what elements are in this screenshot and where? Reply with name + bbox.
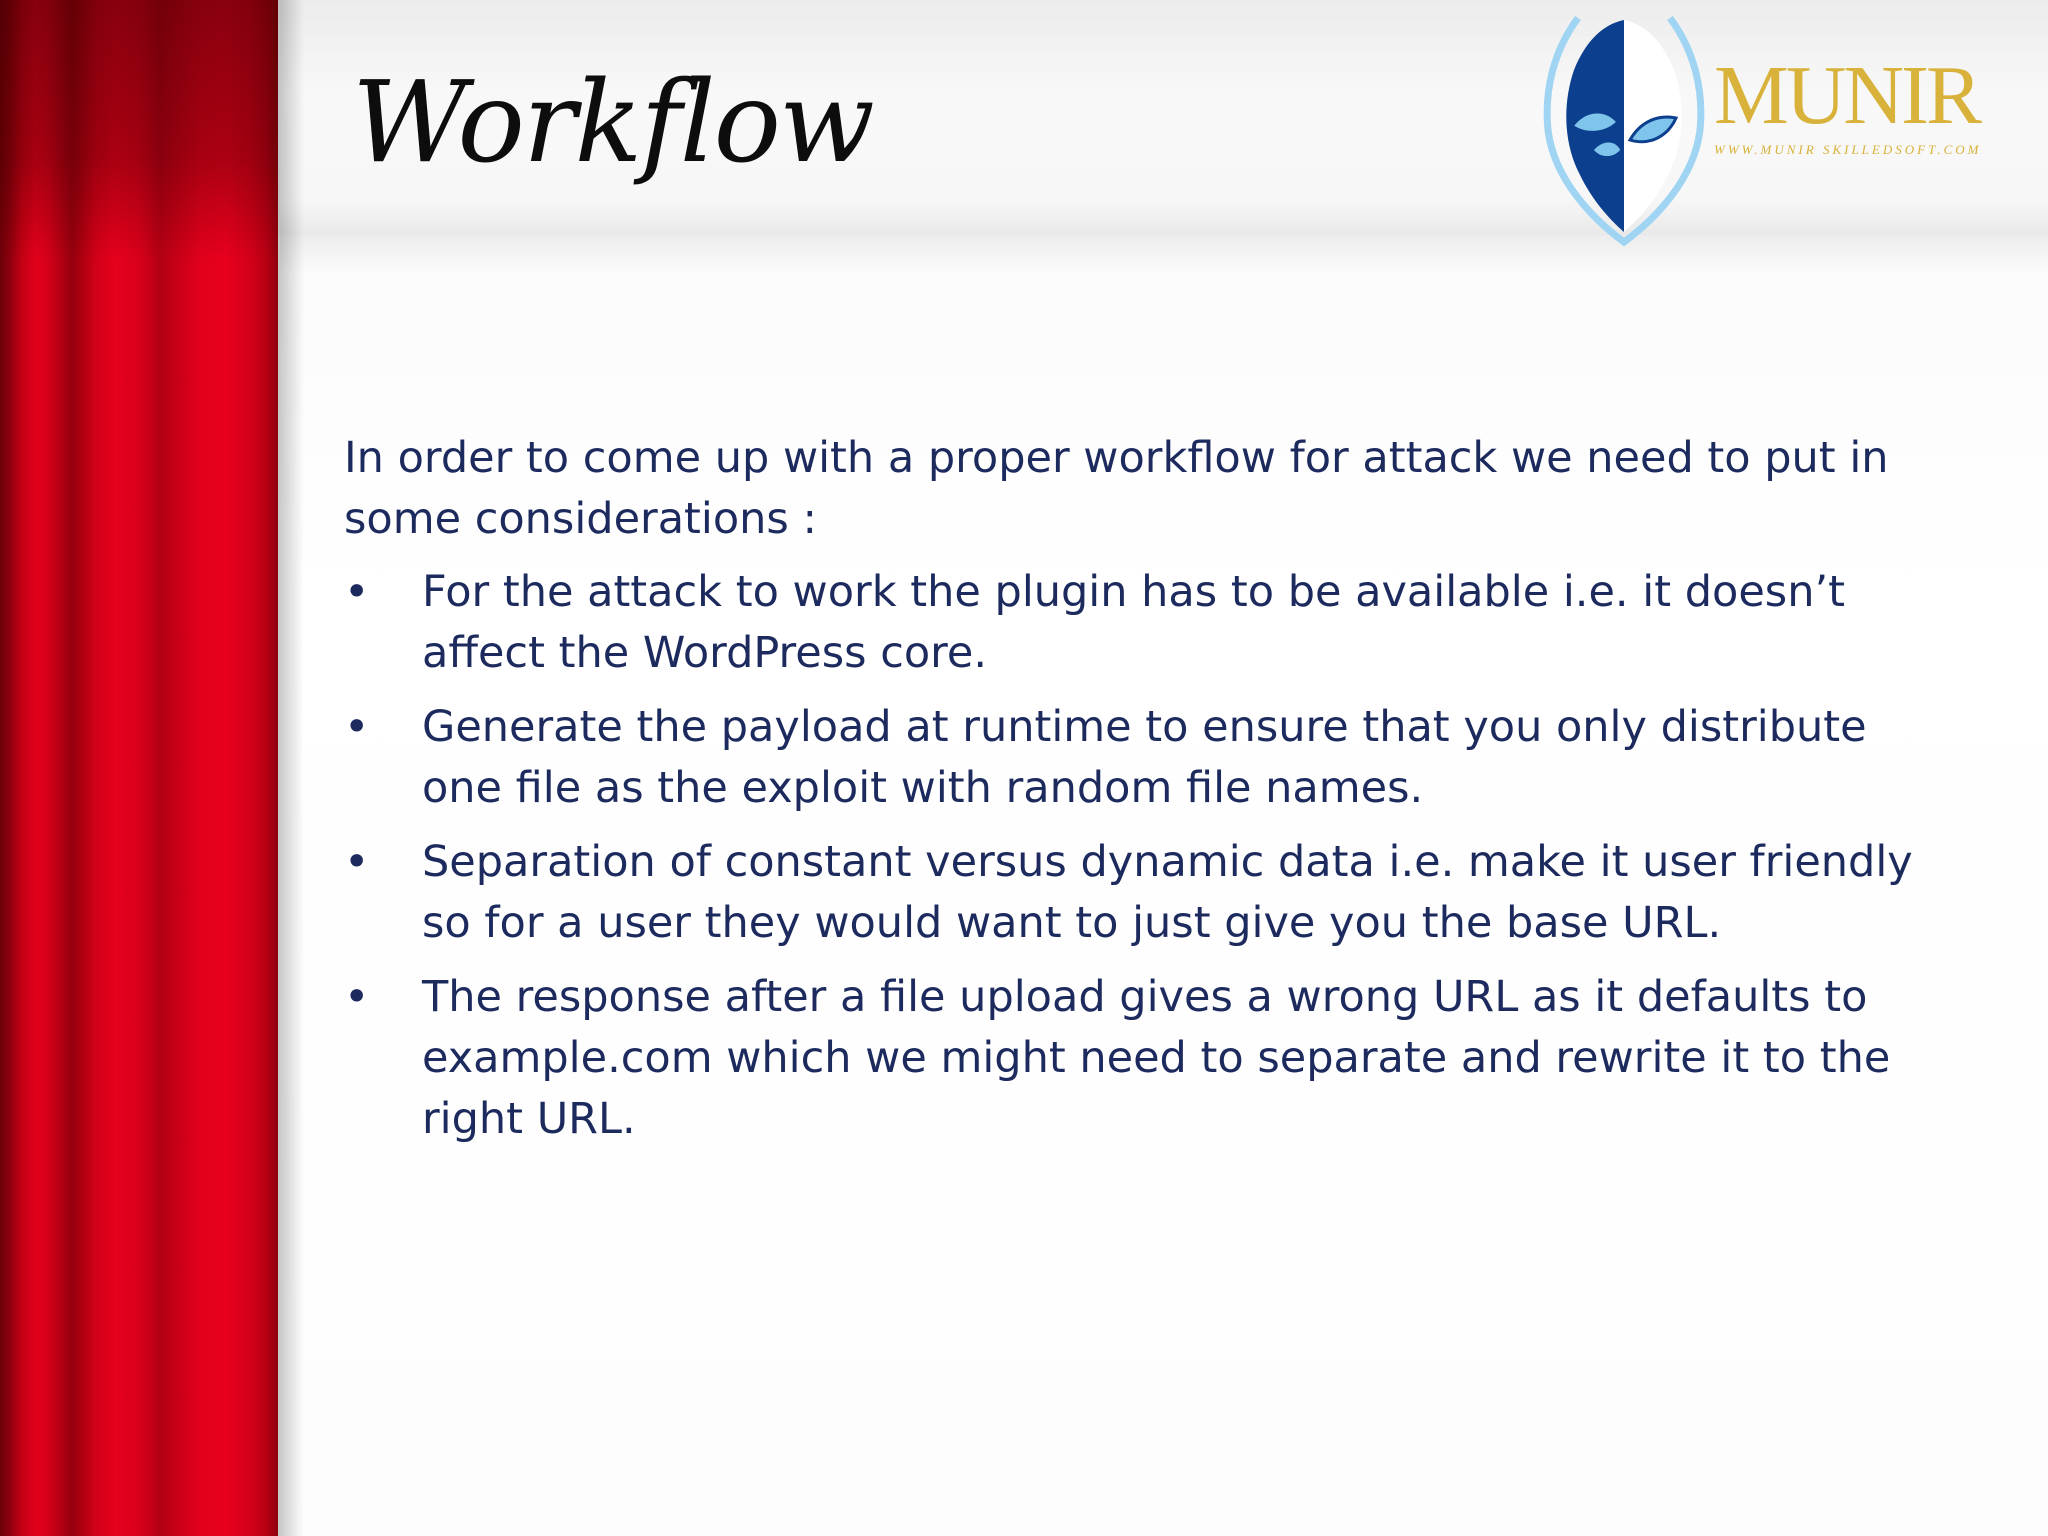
bullet-icon: • bbox=[344, 972, 370, 1022]
curtain-shadow bbox=[278, 0, 304, 1536]
list-item-text: Separation of constant versus dynamic data i.e. make it user friendly so for a user they would want to just give you the base URL. bbox=[422, 837, 1913, 948]
bullet-icon: • bbox=[344, 702, 370, 752]
logo-tagline: WWW.MUNIR SKILLEDSOFT.COM bbox=[1714, 142, 1982, 157]
slide-title: Workflow bbox=[352, 58, 873, 188]
list-item bbox=[344, 697, 1924, 819]
shield-logo-icon bbox=[1534, 10, 1714, 250]
munir-logo bbox=[1534, 10, 2034, 250]
list-item-text: For the attack to work the plugin has to be available i.e. it doesn’t affect the WordPress core. bbox=[422, 567, 1845, 678]
logo-wordmark: MUNIR bbox=[1714, 49, 1980, 142]
list-item bbox=[344, 832, 1924, 954]
intro-paragraph: In order to come up with a proper workflow for attack we need to put in some considerations : bbox=[344, 433, 1889, 544]
considerations-list bbox=[344, 562, 1924, 1150]
list-item-text: Generate the payload at runtime to ensure that you only distribute one file as the exploit with random file names. bbox=[422, 702, 1867, 813]
list-item bbox=[344, 562, 1924, 684]
red-curtain-decoration bbox=[0, 0, 278, 1536]
slide-body bbox=[344, 428, 1924, 1163]
bullet-icon: • bbox=[344, 567, 370, 617]
list-item-text: The response after a file upload gives a wrong URL as it defaults to example.com which we might need to separate and rewrite it to the right URL. bbox=[422, 972, 1891, 1144]
list-item bbox=[344, 967, 1924, 1150]
bullet-icon: • bbox=[344, 837, 370, 887]
